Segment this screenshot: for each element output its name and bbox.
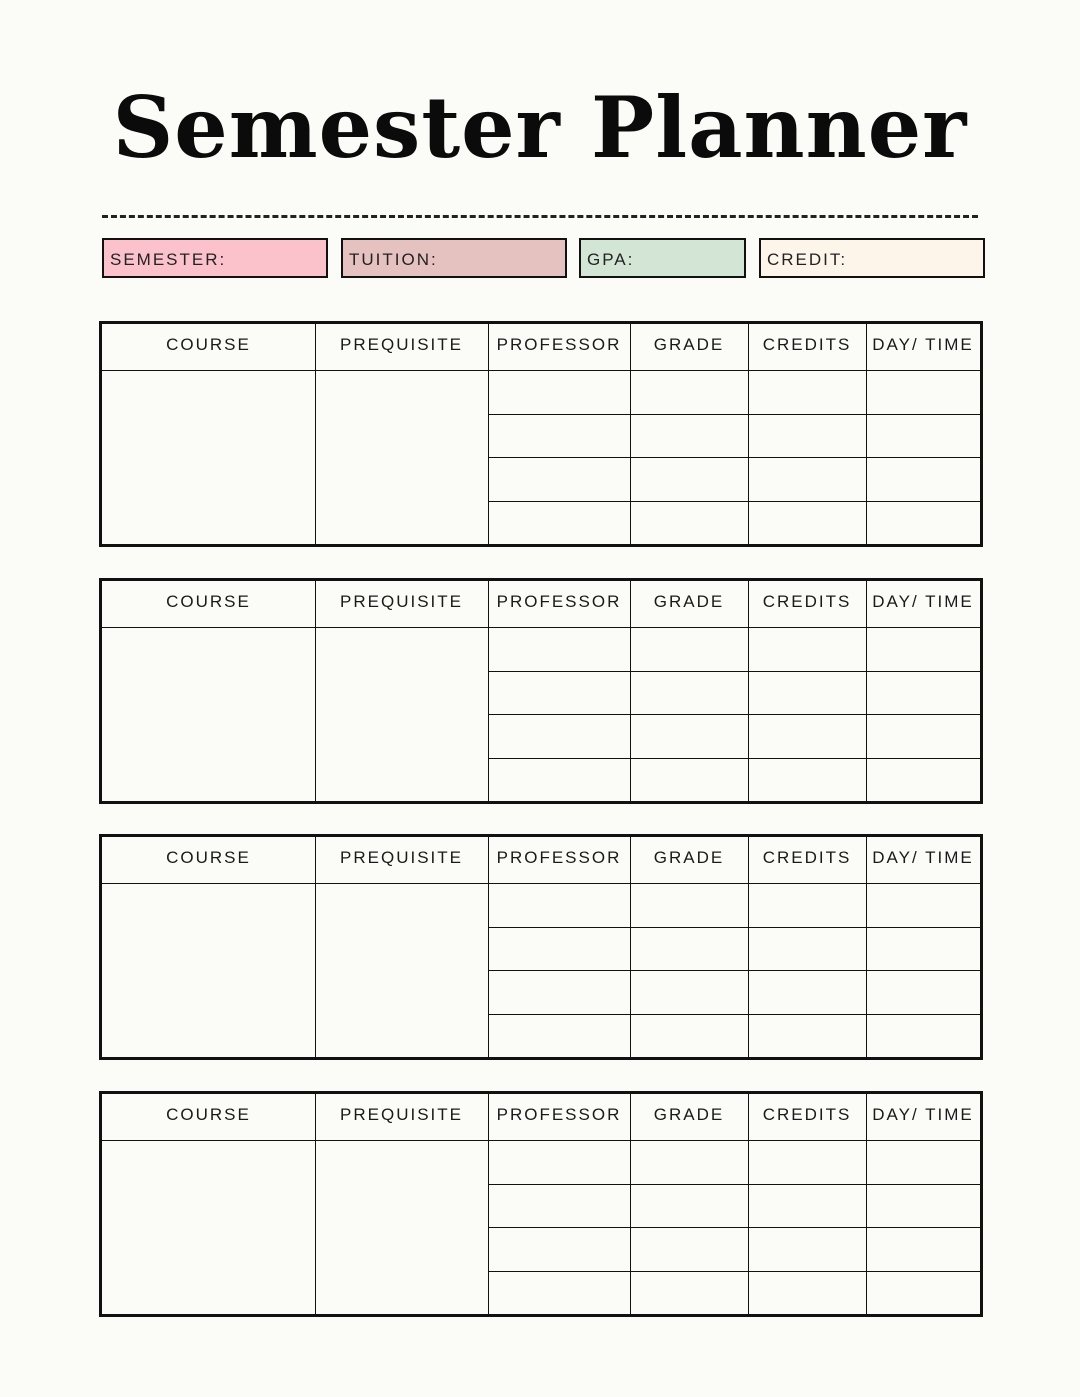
header-divider bbox=[102, 627, 980, 628]
header-divider bbox=[102, 1140, 980, 1141]
row-divider bbox=[488, 970, 980, 971]
header-credits: CREDITS bbox=[762, 335, 852, 354]
professor-cell[interactable] bbox=[488, 1142, 630, 1184]
credits-cell[interactable] bbox=[748, 716, 866, 758]
day-time-cell[interactable] bbox=[866, 629, 980, 671]
title-divider bbox=[102, 215, 978, 218]
header-course: COURSE bbox=[166, 335, 251, 354]
header-grade: GRADE bbox=[653, 335, 725, 354]
credits-cell[interactable] bbox=[748, 972, 866, 1014]
row-divider bbox=[488, 714, 980, 715]
credits-cell[interactable] bbox=[748, 1142, 866, 1184]
gpa-field[interactable] bbox=[579, 238, 746, 278]
row-divider bbox=[488, 1227, 980, 1228]
row-divider bbox=[488, 927, 980, 928]
professor-cell[interactable] bbox=[488, 972, 630, 1014]
professor-cell[interactable] bbox=[488, 629, 630, 671]
day-time-cell[interactable] bbox=[866, 760, 980, 802]
header-credits: CREDITS bbox=[762, 848, 852, 867]
grade-cell[interactable] bbox=[630, 885, 748, 927]
credits-cell[interactable] bbox=[748, 416, 866, 458]
header-professor: PROFESSOR bbox=[496, 335, 622, 354]
row-divider bbox=[488, 671, 980, 672]
header-professor: PROFESSOR bbox=[496, 848, 622, 867]
header-credits: CREDITS bbox=[762, 1105, 852, 1124]
day-time-cell[interactable] bbox=[866, 1142, 980, 1184]
header-prequisite: PREQUISITE bbox=[340, 1105, 463, 1124]
header-grade: GRADE bbox=[653, 592, 725, 611]
info-field-label: CREDIT: bbox=[767, 250, 848, 269]
credits-cell[interactable] bbox=[748, 1273, 866, 1315]
course-cell[interactable] bbox=[102, 1142, 315, 1314]
header-credits: CREDITS bbox=[762, 592, 852, 611]
grade-cell[interactable] bbox=[630, 1142, 748, 1184]
header-prequisite: PREQUISITE bbox=[340, 335, 463, 354]
professor-cell[interactable] bbox=[488, 1016, 630, 1058]
day-time-cell[interactable] bbox=[866, 1186, 980, 1228]
tuition-field[interactable] bbox=[341, 238, 567, 278]
row-divider bbox=[488, 501, 980, 502]
header-day-time: DAY/ TIME bbox=[872, 848, 974, 867]
day-time-cell[interactable] bbox=[866, 503, 980, 545]
header-professor: PROFESSOR bbox=[496, 592, 622, 611]
credits-cell[interactable] bbox=[748, 459, 866, 501]
prequisite-cell[interactable] bbox=[315, 885, 488, 1057]
header-grade: GRADE bbox=[653, 1105, 725, 1124]
grade-cell[interactable] bbox=[630, 1186, 748, 1228]
professor-cell[interactable] bbox=[488, 673, 630, 715]
professor-cell[interactable] bbox=[488, 503, 630, 545]
course-cell[interactable] bbox=[102, 629, 315, 801]
credits-cell[interactable] bbox=[748, 1229, 866, 1271]
header-prequisite: PREQUISITE bbox=[340, 848, 463, 867]
professor-cell[interactable] bbox=[488, 372, 630, 414]
professor-cell[interactable] bbox=[488, 1186, 630, 1228]
info-field-label: TUITION: bbox=[349, 250, 438, 269]
professor-cell[interactable] bbox=[488, 716, 630, 758]
course-table bbox=[99, 578, 983, 804]
credits-cell[interactable] bbox=[748, 1186, 866, 1228]
row-divider bbox=[488, 1014, 980, 1015]
page-title: Semester Planner bbox=[112, 78, 968, 177]
grade-cell[interactable] bbox=[630, 673, 748, 715]
professor-cell[interactable] bbox=[488, 760, 630, 802]
grade-cell[interactable] bbox=[630, 1229, 748, 1271]
prequisite-cell[interactable] bbox=[315, 629, 488, 801]
credit-field[interactable] bbox=[759, 238, 985, 278]
header-day-time: DAY/ TIME bbox=[872, 592, 974, 611]
semester-field[interactable] bbox=[102, 238, 328, 278]
day-time-cell[interactable] bbox=[866, 673, 980, 715]
grade-cell[interactable] bbox=[630, 716, 748, 758]
credits-cell[interactable] bbox=[748, 885, 866, 927]
day-time-cell[interactable] bbox=[866, 1016, 980, 1058]
header-course: COURSE bbox=[166, 592, 251, 611]
grade-cell[interactable] bbox=[630, 503, 748, 545]
credits-cell[interactable] bbox=[748, 760, 866, 802]
course-table bbox=[99, 1091, 983, 1317]
grade-cell[interactable] bbox=[630, 416, 748, 458]
day-time-cell[interactable] bbox=[866, 372, 980, 414]
prequisite-cell[interactable] bbox=[315, 372, 488, 544]
credits-cell[interactable] bbox=[748, 503, 866, 545]
credits-cell[interactable] bbox=[748, 1016, 866, 1058]
day-time-cell[interactable] bbox=[866, 716, 980, 758]
row-divider bbox=[488, 758, 980, 759]
course-table bbox=[99, 834, 983, 1060]
row-divider bbox=[488, 1271, 980, 1272]
day-time-cell[interactable] bbox=[866, 972, 980, 1014]
course-cell[interactable] bbox=[102, 885, 315, 1057]
day-time-cell[interactable] bbox=[866, 885, 980, 927]
header-course: COURSE bbox=[166, 848, 251, 867]
header-grade: GRADE bbox=[653, 848, 725, 867]
course-cell[interactable] bbox=[102, 372, 315, 544]
row-divider bbox=[488, 414, 980, 415]
professor-cell[interactable] bbox=[488, 885, 630, 927]
header-divider bbox=[102, 370, 980, 371]
row-divider bbox=[488, 457, 980, 458]
credits-cell[interactable] bbox=[748, 929, 866, 971]
grade-cell[interactable] bbox=[630, 629, 748, 671]
header-professor: PROFESSOR bbox=[496, 1105, 622, 1124]
professor-cell[interactable] bbox=[488, 929, 630, 971]
header-day-time: DAY/ TIME bbox=[872, 335, 974, 354]
day-time-cell[interactable] bbox=[866, 416, 980, 458]
header-course: COURSE bbox=[166, 1105, 251, 1124]
grade-cell[interactable] bbox=[630, 972, 748, 1014]
professor-cell[interactable] bbox=[488, 416, 630, 458]
info-field-label: GPA: bbox=[587, 250, 635, 269]
course-table bbox=[99, 321, 983, 547]
header-divider bbox=[102, 883, 980, 884]
professor-cell[interactable] bbox=[488, 1273, 630, 1315]
row-divider bbox=[488, 1184, 980, 1185]
credits-cell[interactable] bbox=[748, 629, 866, 671]
day-time-cell[interactable] bbox=[866, 929, 980, 971]
day-time-cell[interactable] bbox=[866, 1229, 980, 1271]
header-day-time: DAY/ TIME bbox=[872, 1105, 974, 1124]
grade-cell[interactable] bbox=[630, 372, 748, 414]
grade-cell[interactable] bbox=[630, 929, 748, 971]
grade-cell[interactable] bbox=[630, 1016, 748, 1058]
day-time-cell[interactable] bbox=[866, 459, 980, 501]
grade-cell[interactable] bbox=[630, 1273, 748, 1315]
header-prequisite: PREQUISITE bbox=[340, 592, 463, 611]
grade-cell[interactable] bbox=[630, 459, 748, 501]
prequisite-cell[interactable] bbox=[315, 1142, 488, 1314]
professor-cell[interactable] bbox=[488, 459, 630, 501]
info-field-label: SEMESTER: bbox=[110, 250, 227, 269]
credits-cell[interactable] bbox=[748, 673, 866, 715]
day-time-cell[interactable] bbox=[866, 1273, 980, 1315]
professor-cell[interactable] bbox=[488, 1229, 630, 1271]
grade-cell[interactable] bbox=[630, 760, 748, 802]
credits-cell[interactable] bbox=[748, 372, 866, 414]
